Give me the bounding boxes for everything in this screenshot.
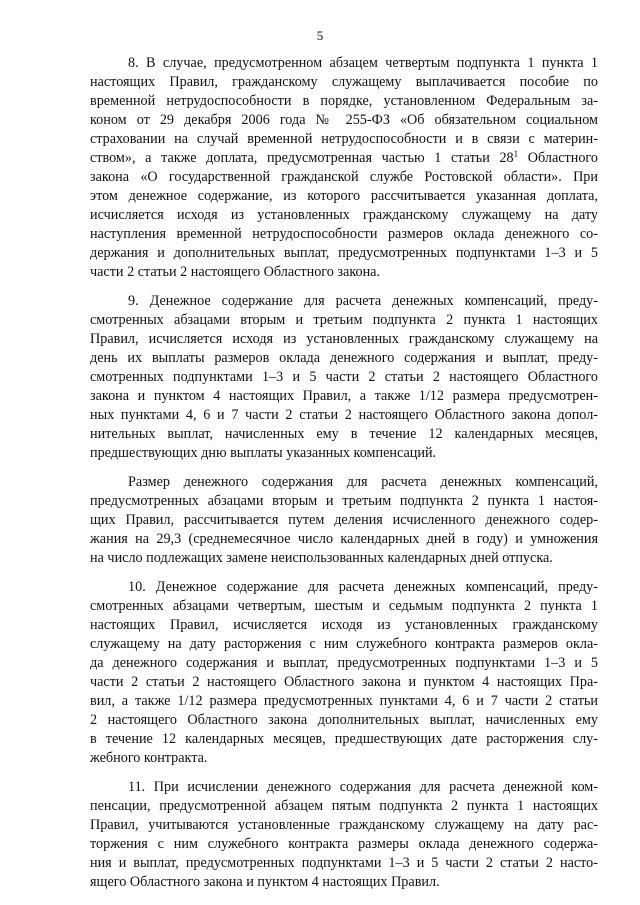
- text-line: исчисляется исходя из установленных гражданскому служащему на дату: [90, 207, 598, 223]
- text-line: Правил, учитываются установленные гражданскому служащему на дату рас-: [90, 817, 598, 833]
- text-line: жания на 29,3 (среднемесячное число календарных дней в году) и умножения: [90, 531, 598, 547]
- text-line: временной нетрудоспособности в порядке, установленном Федеральным за-: [90, 93, 598, 109]
- text-line: день их выплаты размеров оклада денежного содержания и выплат, преду-: [90, 350, 598, 366]
- text-line: закона и пунктом 4 настоящих Правил, а также 1/12 размера предусмотрен-: [90, 388, 598, 404]
- text-line: части 2 статьи 2 настоящего Областного закона.: [90, 264, 381, 280]
- text-line: Размер денежного содержания для расчета денежных компенсаций,: [128, 474, 598, 490]
- paragraph: [90, 292, 598, 463]
- text-line: предусмотренных абзацами вторым и третьим подпункта 2 пункта 1 настоя-: [90, 493, 598, 509]
- text-line-tail: Областного: [518, 150, 598, 166]
- text-line: 11. При исчислении денежного содержания для расчета денежной ком-: [128, 779, 598, 795]
- text-line: 10. Денежное содержание для расчета денежных компенсаций, преду-: [128, 579, 598, 595]
- paragraph: [90, 578, 598, 768]
- paragraph: [90, 473, 598, 568]
- text-line: Правил, исчисляется исходя из установленных гражданскому служащему на: [90, 331, 598, 347]
- text-line: на число подлежащих замене неиспользованных календарных дней отпуска.: [90, 550, 553, 566]
- text-line: щих Правил, рассчитывается путем деления исчисленного денежного содер-: [90, 512, 598, 528]
- superscript-marker: 1: [513, 149, 519, 159]
- text-line: жебного контракта.: [90, 750, 208, 766]
- text-line: да денежного содержания и выплат, предусмотренных подпунктами 1–3 и 5: [90, 655, 598, 671]
- text-line: закона «О государственной гражданской службе Ростовской области». При: [90, 169, 598, 185]
- text-line: коном от 29 декабря 2006 года № 255-ФЗ «Об обязательном социальном: [90, 112, 598, 128]
- text-line: вил, а также 1/12 размера предусмотренных пунктами 4, 6 и 7 части 2 статьи: [90, 693, 598, 709]
- text-line: смотренных абзацами четвертым, шестым и седьмым подпункта 2 пункта 1: [90, 598, 598, 614]
- text-line: смотренных абзацами вторым и третьим подпункта 2 пункта 1 настоящих: [90, 312, 598, 328]
- text-line: ством», а также доплата, предусмотренная частью 1 статьи $28^1$ Областного: [90, 149, 598, 166]
- text-line: наступления временной нетрудоспособности размеров оклада денежного со-: [90, 226, 598, 242]
- text-line: настоящих Правил, исчисляется исходя из установленных гражданскому: [90, 617, 598, 633]
- text-line: 8. В случае, предусмотренном абзацем четвертым подпункта 1 пункта 1: [128, 55, 598, 71]
- text-line: в течение 12 календарных месяцев, предшествующих дате расторжения слу-: [90, 731, 598, 747]
- text-line: настоящих Правил, гражданскому служащему выплачивается пособие по: [90, 74, 598, 90]
- text-line: смотренных подпунктами 1–3 и 5 части 2 статьи 2 настоящего Областного: [90, 369, 598, 385]
- page-number: 5: [316, 28, 324, 43]
- text-line: служащему на дату расторжения с ним служебного контракта размеров окла-: [90, 636, 598, 652]
- text-line: страховании на случай временной нетрудоспособности и в связи с материн-: [90, 131, 598, 147]
- text-line: предшествующих дню выплаты указанных компенсаций.: [90, 445, 437, 461]
- text-line: 2 настоящего Областного закона дополнительных выплат, начисленных ему: [90, 712, 598, 728]
- text-line: держания и дополнительных выплат, предусмотренных подпунктами 1–3 и 5: [90, 245, 598, 261]
- text-line: нительных выплат, начисленных ему в течение 12 календарных месяцев,: [90, 426, 598, 442]
- paragraph: [90, 54, 598, 282]
- paragraph: [90, 778, 598, 892]
- text-line: 9. Денежное содержание для расчета денежных компенсаций, преду-: [128, 293, 598, 309]
- text-line: пенсации, предусмотренной абзацем пятым подпункта 2 пункта 1 настоящих: [90, 798, 598, 814]
- text-line: ящего Областного закона и пунктом 4 настоящих Правил.: [90, 874, 440, 890]
- text-line: этом денежное содержание, из которого рассчитывается указанная доплата,: [90, 188, 598, 204]
- text-line: части 2 статьи 2 настоящего Областного закона и пунктом 4 настоящих Пра-: [90, 674, 598, 690]
- text-line: ных пунктами 4, 6 и 7 части 2 статьи 2 настоящего Областного закона допол-: [90, 407, 598, 423]
- text-line: торжения с ним служебного контракта размеры оклада денежного содержа-: [90, 836, 598, 852]
- text-line: ния и выплат, предусмотренных подпунктами 1–3 и 5 части 2 статьи 2 насто-: [90, 855, 598, 871]
- document-body: [90, 54, 598, 902]
